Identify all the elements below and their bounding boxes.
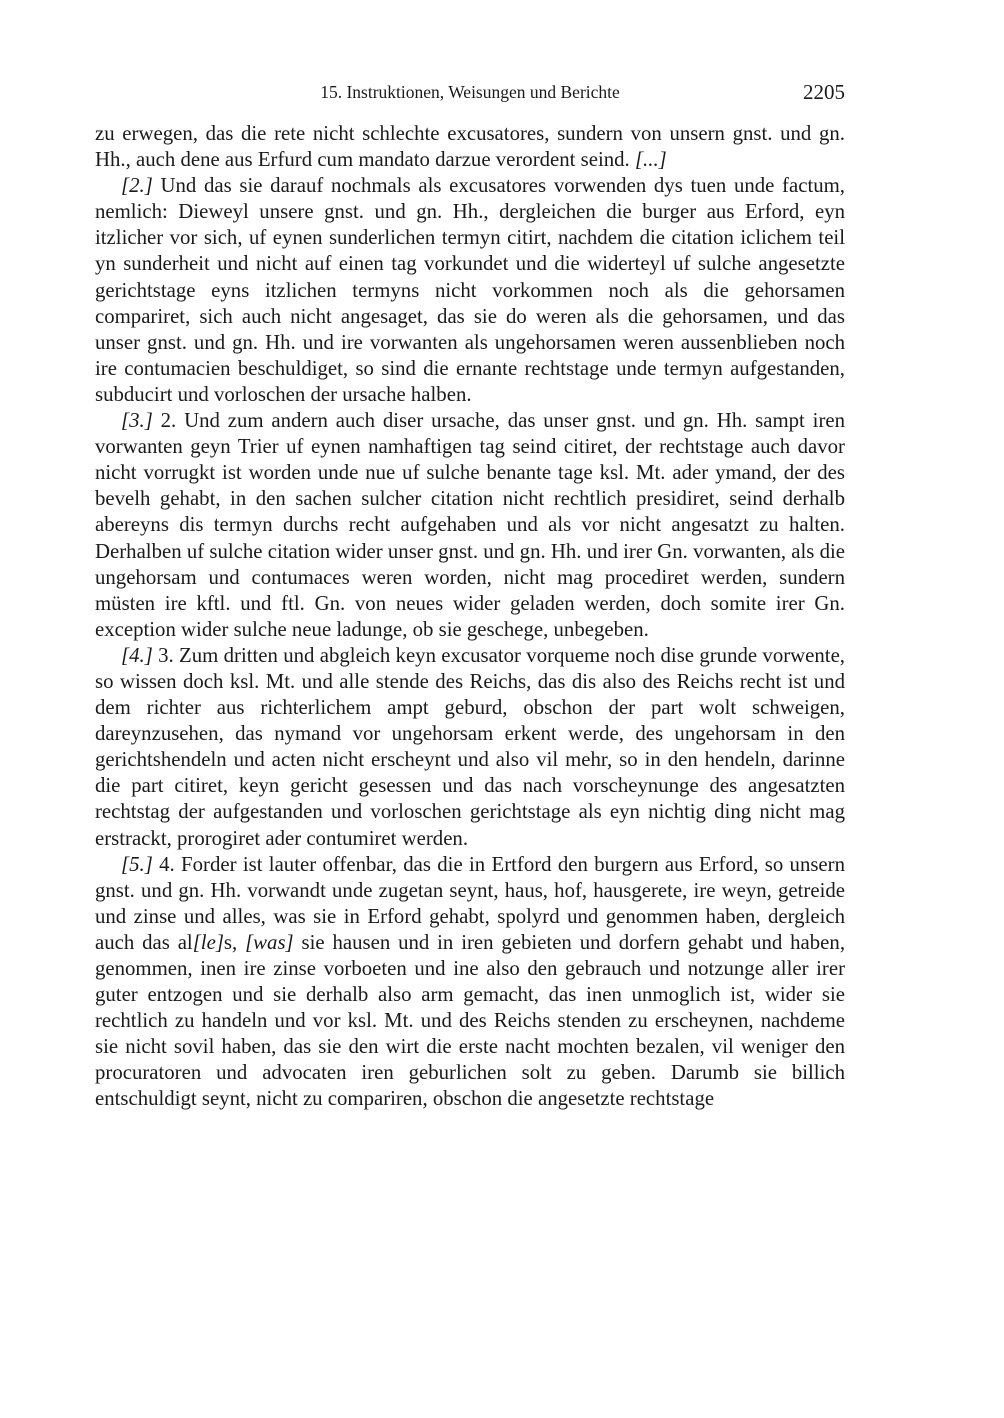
paragraph-3: [95, 408, 845, 643]
paragraph-text: sie hausen und in iren gebieten und dorfern gehabt und haben, genommen, inen ire zinse vorboeten und ine also den gebrauch und notzunge aller irer guter entzogen und sie derhalb also arm gemacht, das inen unmoglich ist, wider sie rechtlich zu handeln und vor ksl. Mt. und des Reichs stenden zu erscheynen, nachdeme sie nicht sovil haben, das sie den wirt die erste nacht mochten bezalen, vil weniger den procuratoren und advocaten iren geburlichen solt zu geben. Darumb sie billich entschuldigt seynt, nicht zu compariren, obschon die angesetzte rechtstage: [95, 930, 846, 1111]
paragraph-1: [95, 121, 845, 173]
paragraph-4: [95, 643, 845, 852]
editorial-insertion: [was]: [245, 930, 294, 954]
running-header: [95, 80, 845, 108]
page-number: 2205: [803, 80, 845, 104]
paragraph-text: zu erwegen, das die rete nicht schlechte excusatores, sundern von unsern gnst. und gn. Hh., auch dene aus Erfurd cum mandato darzue verordent seind.: [95, 122, 845, 172]
paragraph-marker: [5.]: [121, 852, 153, 876]
paragraph-text: 3. Zum dritten und abgleich keyn excusator vorqueme noch dise grunde vorwente, so wissen doch ksl. Mt. und alle stende des Reichs, das dis also des Reichs recht ist und dem richter aus richterlichem ampt geburd, obschon der part wolt schweigen, dareynzusehen, das nymand vor ungehorsam erkent werde, des ungehorsam in den gerichtshendeln und acten nicht erscheynt und also vil mehr, so in den hendeln, darinne die part citiret, keyn gericht gesessen und das nach vorscheynunge des angesatzten rechtstag der aufgestanden und vorloschen gerichtstage als eyn nichtig ding nicht mag erstrackt, prorogiret ader contumiret werden.: [95, 643, 846, 850]
paragraph-text: 4. Forder ist lauter offenbar, das die in Ertford den burgern aus Erford, so unsern gnst. und gn. Hh. vorwandt unde zugetan seynt, haus, hof, hausgerete, ire weyn, getreide und zinse und alles, was sie in Erford gehabt, spolyrd und genommen haben, dergleich auch das al: [95, 852, 845, 954]
running-title: 15. Instruktionen, Weisungen und Berichte: [320, 82, 620, 102]
paragraph-text: s,: [223, 930, 238, 954]
paragraph-5: [95, 852, 845, 1113]
paragraph-2: [95, 173, 845, 408]
paragraph-marker: [3.]: [121, 409, 153, 433]
paragraph-marker: [2.]: [121, 174, 153, 198]
paragraph-marker: [4.]: [121, 643, 153, 667]
paragraph-text: 2. Und zum andern auch diser ursache, das unser gnst. und gn. Hh. sampt iren vorwanten geyn Trier uf eynen namhaftigen tag seind citiret, der rechtstage auch davor nicht vorrugkt ist worden unde nue uf sulche benante tage ksl. Mt. ader ymand, der des bevelh gehabt, in den sachen sulcher citation nicht rechtlich presidiret, seind derhalb abereyns dis termyn durchs recht aufgehaben und als vor nicht angesatzt zu halten. Derhalben uf sulche citation wider unser gnst. und gn. Hh. und irer Gn. vorwanten, als die ungehorsam und contumaces weren worden, nicht mag procediret werden, sundern müsten ire kftl. und ftl. Gn. von neues wider geladen werden, doch somite irer Gn. exception wider sulche neue ladunge, ob sie geschege, unbegeben.: [95, 409, 846, 641]
editorial-insertion: [le]: [192, 930, 224, 954]
paragraph-text: Und das sie darauf nochmals als excusatores vorwenden dys tuen unde factum, nemlich: Dieweyl unsere gnst. und gn. Hh., dergleichen die burger aus Erford, eyn itzlicher vor sich, uf eynen sunderlichen termyn citirt, nachdem die citation iclichem teil yn sunderheit und nicht auf einen tag vorkundet und die widerteyl uf sulche angesetzte gerichtstage eyns itzlichen termyns nicht vorkommen noch als die gehorsamen compariret, sich auch nicht angesaget, das sie do weren als die gehorsamen, und das unser gnst. und gn. Hh. und ire vorwanten als ungehorsamen weren aussenblieben noch ire contumacien beschuldiget, so sind die ernante rechtstage unde termyn aufgestanden, subducirt und vorloschen der ursache halben.: [95, 174, 845, 406]
body-text: [95, 121, 845, 1113]
editorial-ellipsis: [...]: [634, 148, 667, 172]
